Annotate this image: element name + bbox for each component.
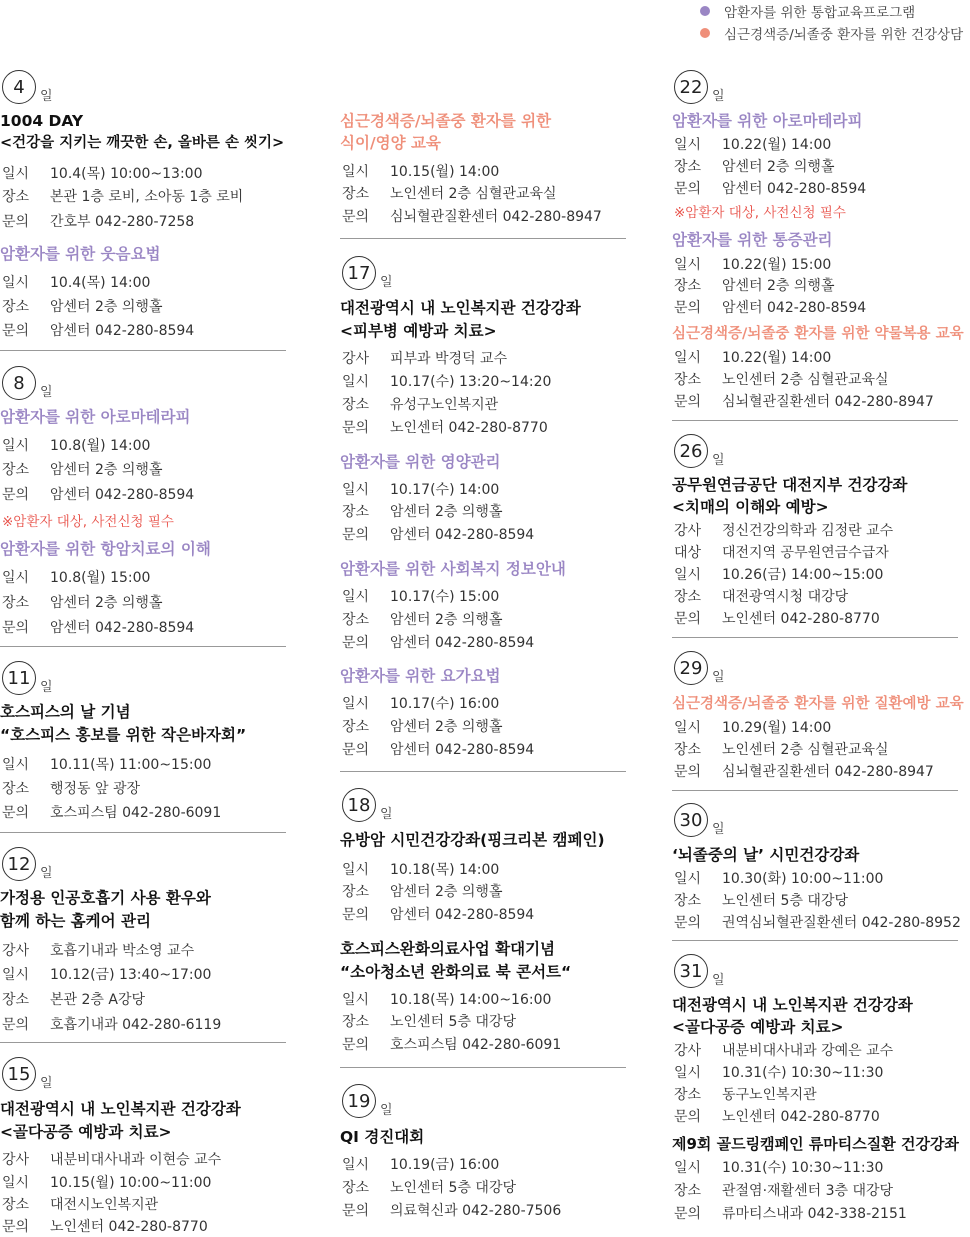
event-title: 대전광역시 내 노인복지관 건강강좌 — [672, 996, 913, 1014]
event-place: 장소 노인센터 2층 심혈관교육실 — [342, 186, 557, 202]
event-place: 장소 노인센터 5층 대강당 — [342, 1180, 516, 1196]
event-datetime: 일시 10.8(월) 15:00 — [2, 570, 151, 586]
day-number: 17 — [342, 256, 376, 290]
event-datetime: 일시 10.4(목) 14:00 — [2, 275, 151, 291]
event-title: 제9회 골드링캠페인 류마티스질환 건강강좌 — [672, 1135, 959, 1153]
day-number: 29 — [674, 651, 708, 685]
divider — [0, 1042, 286, 1043]
event-datetime: 일시 10.30(화) 10:00~11:00 — [674, 871, 884, 887]
event-datetime: 일시 10.17(수) 13:20~14:20 — [342, 374, 552, 390]
event-title: 암환자를 위한 아로마테라피 — [672, 112, 863, 130]
event-contact: 문의 암센터 042-280-8594 — [342, 635, 535, 651]
event-contact: 문의 암센터 042-280-8594 — [2, 487, 195, 503]
event-place: 장소 암센터 2층 의행홀 — [342, 504, 503, 520]
event-contact: 문의 호흡기내과 042-280-6119 — [2, 1017, 222, 1033]
divider — [672, 420, 958, 421]
event-datetime: 일시 10.17(수) 14:00 — [342, 482, 500, 498]
event-datetime: 일시 10.22(월) 15:00 — [674, 257, 832, 273]
event-title: 식이/영양 교육 — [340, 134, 441, 152]
day-number: 12 — [2, 847, 36, 881]
event-title: 암환자를 위한 웃음요법 — [0, 245, 161, 263]
event-speaker: 강사 내분비대사내과 강예은 교수 — [674, 1043, 894, 1059]
day-30-header — [674, 803, 725, 837]
event-place: 장소 암센터 2층 의행홀 — [674, 159, 835, 175]
event-contact: 문의 암센터 042-280-8594 — [342, 742, 535, 758]
day-18-header — [342, 788, 393, 822]
day-suffix: 일 — [712, 453, 725, 468]
event-contact: 문의 노인센터 042-280-8770 — [674, 1109, 880, 1125]
event-place: 장소 관절염·재활센터 3층 대강당 — [674, 1183, 894, 1199]
event-contact: 문의 암센터 042-280-8594 — [2, 323, 195, 339]
event-contact: 문의 간호부 042-280-7258 — [2, 214, 195, 230]
event-place: 장소 암센터 2층 의행홀 — [674, 278, 835, 294]
event-datetime: 일시 10.17(수) 15:00 — [342, 589, 500, 605]
event-place: 장소 대전시노인복지관 — [2, 1197, 159, 1213]
event-title: 유방암 시민건강강좌(핑크리본 캠페인) — [340, 831, 605, 849]
day-number: 4 — [2, 70, 36, 104]
day-suffix: 일 — [712, 89, 725, 104]
event-contact: 문의 호스피스팀 042-280-6091 — [342, 1037, 562, 1053]
divider — [0, 646, 286, 647]
event-title: 심근경색증/뇌졸중 환자를 위한 질환예방 교육 — [672, 696, 964, 712]
event-title: <피부병 예방과 치료> — [340, 322, 497, 340]
event-speaker: 강사 호흡기내과 박소영 교수 — [2, 943, 195, 959]
event-contact: 문의 심뇌혈관질환센터 042-280-8947 — [342, 209, 602, 225]
event-contact: 문의 암센터 042-280-8594 — [2, 620, 195, 636]
day-12-header — [2, 847, 53, 881]
event-contact: 문의 노인센터 042-280-8770 — [2, 1219, 208, 1235]
event-place: 장소 암센터 2층 의행홀 — [2, 299, 163, 315]
event-place: 장소 본관 2층 A강당 — [2, 992, 146, 1008]
event-title: 호스피스완화의료사업 확대기념 — [340, 940, 556, 958]
day-number: 26 — [674, 434, 708, 468]
event-title: <건강을 지키는 깨끗한 손, 올바른 손 씻기> — [0, 135, 285, 151]
divider — [672, 940, 958, 941]
event-place: 장소 대전광역시청 대강당 — [674, 589, 849, 605]
event-target: 대상 대전지역 공무원연금수급자 — [674, 545, 889, 561]
divider — [672, 637, 958, 638]
event-title: 암환자를 위한 아로마테라피 — [0, 408, 191, 426]
event-place: 장소 암센터 2층 의행홀 — [2, 462, 163, 478]
event-title: 1004 DAY — [0, 112, 84, 130]
event-place: 장소 노인센터 2층 심혈관교육실 — [674, 372, 889, 388]
event-contact: 문의 심뇌혈관질환센터 042-280-8947 — [674, 764, 934, 780]
day-number: 22 — [674, 70, 708, 104]
legend-item-cancer — [700, 0, 963, 22]
event-place: 장소 행정동 앞 광장 — [2, 781, 141, 797]
event-title: 함께 하는 홈케어 관리 — [0, 912, 151, 930]
legend-item-cardio — [700, 22, 963, 44]
legend — [700, 0, 963, 44]
day-15-header — [2, 1057, 53, 1091]
event-datetime: 일시 10.15(월) 14:00 — [342, 164, 500, 180]
event-place: 장소 노인센터 5층 대강당 — [342, 1014, 516, 1030]
notice-text: ※암환자 대상, 사전신청 필수 — [674, 205, 846, 221]
event-datetime: 일시 10.22(월) 14:00 — [674, 137, 832, 153]
purple-dot-icon — [700, 6, 710, 16]
day-suffix: 일 — [380, 275, 393, 290]
event-datetime: 일시 10.26(금) 14:00~15:00 — [674, 567, 884, 583]
event-title: 심근경색증/뇌졸중 환자를 위한 약물복용 교육 — [672, 326, 964, 342]
event-datetime: 일시 10.18(목) 14:00 — [342, 862, 500, 878]
event-contact: 문의 암센터 042-280-8594 — [674, 300, 867, 316]
event-contact: 문의 류마티스내과 042-338-2151 — [674, 1206, 907, 1222]
event-place: 장소 본관 1층 로비, 소아동 1층 로비 — [2, 189, 244, 205]
day-22-header — [674, 70, 725, 104]
event-speaker: 강사 내분비대사내과 이현승 교수 — [2, 1152, 222, 1168]
day-suffix: 일 — [40, 680, 53, 695]
event-title: 공무원연금공단 대전지부 건강강좌 — [672, 476, 908, 494]
day-31-header — [674, 954, 725, 988]
event-speaker: 강사 정신건강의학과 김정란 교수 — [674, 523, 894, 539]
event-datetime: 일시 10.19(금) 16:00 — [342, 1157, 500, 1173]
event-contact: 문의 의료혁신과 042-280-7506 — [342, 1203, 562, 1219]
event-contact: 문의 암센터 042-280-8594 — [674, 181, 867, 197]
day-26-header — [674, 434, 725, 468]
event-title: 호스피스의 날 기념 — [0, 703, 131, 721]
event-title: “소아청소년 완화의료 북 콘서트“ — [340, 963, 572, 981]
event-place: 장소 유성구노인복지관 — [342, 397, 499, 413]
day-number: 15 — [2, 1057, 36, 1091]
legend-label: 심근경색증/뇌졸중 환자를 위한 건강상담 — [724, 27, 964, 43]
event-datetime: 일시 10.18(목) 14:00~16:00 — [342, 992, 552, 1008]
legend-label: 암환자를 위한 통합교육프로그램 — [724, 5, 916, 21]
event-place: 장소 암센터 2층 의행홀 — [2, 595, 163, 611]
event-datetime: 일시 10.12(금) 13:40~17:00 — [2, 967, 212, 983]
event-title: 암환자를 위한 사회복지 정보안내 — [340, 560, 566, 578]
event-contact: 문의 권역심뇌혈관질환센터 042-280-8952 — [674, 915, 961, 931]
salmon-dot-icon — [700, 28, 710, 38]
event-title: <골다공증 예방과 치료> — [672, 1018, 844, 1036]
event-datetime: 일시 10.22(월) 14:00 — [674, 350, 832, 366]
day-suffix: 일 — [380, 807, 393, 822]
day-17-header — [342, 256, 393, 290]
event-title: <골다공증 예방과 치료> — [0, 1123, 172, 1141]
day-number: 31 — [674, 954, 708, 988]
event-contact: 문의 심뇌혈관질환센터 042-280-8947 — [674, 394, 934, 410]
day-number: 8 — [2, 366, 36, 400]
day-suffix: 일 — [712, 822, 725, 837]
day-number: 19 — [342, 1084, 376, 1118]
notice-text: ※암환자 대상, 사전신청 필수 — [2, 514, 174, 530]
event-datetime: 일시 10.4(목) 10:00~13:00 — [2, 166, 203, 182]
event-title: “호스피스 홍보를 위한 작은바자회” — [0, 726, 247, 744]
day-number: 18 — [342, 788, 376, 822]
divider — [340, 238, 626, 239]
event-datetime: 일시 10.29(월) 14:00 — [674, 720, 832, 736]
event-place: 장소 암센터 2층 의행홀 — [342, 884, 503, 900]
event-title: 심근경색증/뇌졸중 환자를 위한 — [340, 112, 552, 130]
event-title: 암환자를 위한 요가요법 — [340, 667, 501, 685]
day-4-header — [2, 70, 53, 104]
day-11-header — [2, 661, 53, 695]
event-title: 대전광역시 내 노인복지관 건강강좌 — [0, 1100, 241, 1118]
divider — [0, 832, 286, 833]
day-number: 11 — [2, 661, 36, 695]
event-title: 대전광역시 내 노인복지관 건강강좌 — [340, 299, 581, 317]
event-datetime: 일시 10.8(월) 14:00 — [2, 438, 151, 454]
day-suffix: 일 — [40, 1076, 53, 1091]
day-suffix: 일 — [40, 89, 53, 104]
event-datetime: 일시 10.31(수) 10:30~11:30 — [674, 1160, 884, 1176]
day-8-header — [2, 366, 53, 400]
day-number: 30 — [674, 803, 708, 837]
divider — [0, 350, 286, 351]
event-datetime: 일시 10.11(목) 11:00~15:00 — [2, 757, 212, 773]
event-datetime: 일시 10.17(수) 16:00 — [342, 696, 500, 712]
event-contact: 문의 노인센터 042-280-8770 — [342, 420, 548, 436]
event-datetime: 일시 10.31(수) 10:30~11:30 — [674, 1065, 884, 1081]
event-place: 장소 암센터 2층 의행홀 — [342, 612, 503, 628]
divider — [340, 1067, 626, 1068]
event-speaker: 강사 피부과 박경덕 교수 — [342, 351, 508, 367]
event-title: 가정용 인공호흡기 사용 환우와 — [0, 889, 211, 907]
day-suffix: 일 — [712, 670, 725, 685]
day-suffix: 일 — [712, 973, 725, 988]
event-title: 암환자를 위한 통증관리 — [672, 231, 833, 249]
day-19-header — [342, 1084, 393, 1118]
event-title: <치매의 이해와 예방> — [672, 498, 829, 516]
event-title: ‘뇌졸중의 날’ 시민건강강좌 — [672, 846, 860, 864]
event-contact: 문의 노인센터 042-280-8770 — [674, 611, 880, 627]
day-suffix: 일 — [40, 385, 53, 400]
event-title: 암환자를 위한 항암치료의 이해 — [0, 540, 211, 558]
event-contact: 문의 호스피스팀 042-280-6091 — [2, 805, 222, 821]
event-contact: 문의 암센터 042-280-8594 — [342, 907, 535, 923]
day-suffix: 일 — [380, 1103, 393, 1118]
event-contact: 문의 암센터 042-280-8594 — [342, 527, 535, 543]
event-place: 장소 노인센터 2층 심혈관교육실 — [674, 742, 889, 758]
event-datetime: 일시 10.15(월) 10:00~11:00 — [2, 1175, 212, 1191]
event-place: 장소 동구노인복지관 — [674, 1087, 817, 1103]
day-suffix: 일 — [40, 866, 53, 881]
event-title: QI 경진대회 — [340, 1128, 425, 1146]
event-place: 장소 노인센터 5층 대강당 — [674, 893, 848, 909]
event-title: 암환자를 위한 영양관리 — [340, 453, 501, 471]
event-place: 장소 암센터 2층 의행홀 — [342, 719, 503, 735]
day-29-header — [674, 651, 725, 685]
divider — [340, 771, 626, 772]
divider — [672, 790, 958, 791]
